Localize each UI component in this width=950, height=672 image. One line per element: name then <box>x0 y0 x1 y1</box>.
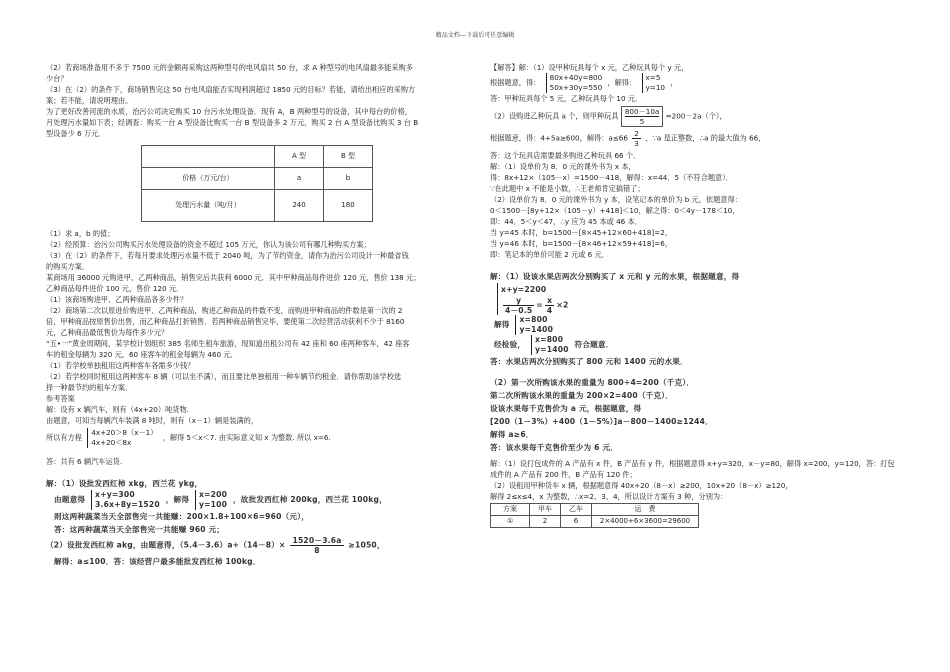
text-line <box>490 106 910 127</box>
text-line: （2）第一次所购该水果的重量为 800÷4=200（千克）． <box>490 378 695 387</box>
text-line: （2）若学校同时租用这两种客车 8 辆（可以坐不满），而且要比单独租用一种车辆节约租金．请你帮助该学校选 <box>46 372 402 381</box>
equation: x=5 <box>645 73 661 82</box>
denominator: 5 <box>639 117 645 126</box>
numerator: 2 <box>634 129 639 138</box>
text-fragment: ≥1050， <box>348 540 385 550</box>
text-line: （2）经预算：治污公司购买污水处理设备的资金不超过 105 万元，你认为该公司有哪几种购买方案； <box>46 240 371 249</box>
scanned-solution-d <box>490 376 910 454</box>
text-line: 解得：a≤100．答：该经营户最多能批发西红柿 100kg． <box>54 557 261 566</box>
equation: 80x+40y=800 <box>549 73 603 82</box>
equation: x=800 <box>519 315 548 324</box>
table-cell: 甲车 <box>530 504 561 516</box>
text-line: 型设备少 6 万元． <box>46 129 106 138</box>
text-line: 答：水果店两次分别购买了 800 元和 1400 元的水果． <box>490 357 688 366</box>
problem-block-b <box>46 228 466 426</box>
text-fragment: ，解得： <box>607 78 637 87</box>
equation: x=200 <box>198 490 228 499</box>
equation-system <box>91 490 160 510</box>
table-cell: 方案 <box>491 504 530 516</box>
text-line: 解得 2≤x≤4，x 为整数，∴x=2、3、4，所以设计方案有 3 种，分别为： <box>490 492 728 501</box>
equation-system-line <box>494 283 910 315</box>
text-line: （1）若学校单独租用这两种客车各需多少钱？ <box>46 361 195 370</box>
equation: 50x+30y=550 <box>549 83 603 92</box>
text-line: 第二次所购该水果的重量为 200×2=400（千克）． <box>490 391 674 400</box>
equation: $\frac{y}{4-0.5}$ = $\frac{x}{4}$ ×2 <box>505 296 569 315</box>
text-fragment: （2）设批发西红柿 akg，由题意得，（5.4－3.6）a+（14－8）× <box>46 540 286 550</box>
table-row <box>491 516 699 528</box>
equation-system <box>515 315 553 335</box>
text-fragment: 由题意得 <box>54 495 86 504</box>
denominator: 4 <box>546 306 553 315</box>
equation: y=100 <box>198 500 228 509</box>
text-line: 成件的 A 产品有 200 件，B 产品有 120 件； <box>490 470 637 479</box>
equation: x+y=300 <box>95 490 135 499</box>
text-fragment: ，故批发西红柿 200kg，西兰花 100kg， <box>232 495 387 504</box>
text-fragment: （2）设购进乙种玩具 a 个，则甲种玩具 <box>490 111 619 121</box>
equation: y=1400 <box>535 345 569 354</box>
text-fragment: ×2 <box>556 300 569 310</box>
table-cell: 2×4000+6×3600=29600 <box>592 516 699 528</box>
text-line: 设该水果每千克售价为 a 元，根据题意，得 <box>490 404 642 413</box>
denominator: 3 <box>634 139 639 148</box>
text-fragment: 根据题意，得： <box>490 78 541 87</box>
equation: x=800 <box>535 335 564 344</box>
text-line: ∵在此题中 x 不能是小数，∴王老师肯定搞错了； <box>490 184 645 193</box>
table-cell: 6 <box>561 516 592 528</box>
text-line: 倍，甲种商品按原售价出售，而乙种商品打折销售．若两种商品销售完毕，要使第二次经营活动获利不少于 8160 <box>46 317 405 326</box>
table-header-row <box>491 504 699 516</box>
equation: y=1400 <box>519 325 554 334</box>
numerator: x <box>545 296 554 306</box>
fraction <box>632 129 641 148</box>
text-line: （3）在（2）的条件下，若每月要求处理污水量不低于 2040 吨，为了节约资金，请你为治污公司设计一种最省钱 <box>46 251 409 260</box>
equation-system <box>642 73 665 93</box>
text-line: （2）设租用甲种货车 x 辆，根据题意得 40x+20（8－x）≥200，10x+20（8－x）≥120， <box>490 481 793 490</box>
text-line: 元，乙种商品最低售价为每件多少元？ <box>46 328 169 337</box>
text-line: 答：共有 6 辆汽车运货. <box>46 457 123 466</box>
text-fragment: 根据题意，得：4+5a≥600，解得：a≤66 <box>490 133 628 143</box>
text-fragment: 所以有方程 <box>46 433 82 442</box>
fraction <box>503 296 534 315</box>
equation: 4x+20＜8x <box>91 438 132 447</box>
text-line: 解：（1）设打包成件的 A 产品有 x 件，B 产品有 y 件，根据题意得 x+y=320，x－y=80，解得 x=200，y=120，答：打包 <box>490 459 895 468</box>
fraction <box>290 536 343 555</box>
table-cell: 运 费 <box>592 504 699 516</box>
text-fragment: =200－2a（个）， <box>665 111 727 121</box>
table-cell: b <box>324 168 373 190</box>
fraction <box>621 106 663 127</box>
text-line: （2）设单价为 8．0 元的课外书为 y 本，设笔记本的单价为 b 元，依题意得： <box>490 195 742 204</box>
equation: 3.6x+8y=1520 <box>95 500 160 509</box>
text-line <box>46 536 466 555</box>
text-line: 少台？ <box>46 74 68 83</box>
table-cell: B 型 <box>324 146 373 168</box>
text-line: （1）求 a，b 的值； <box>46 229 115 238</box>
table-cell: ① <box>491 516 530 528</box>
left-column <box>46 62 466 572</box>
equation-system-line <box>46 428 466 448</box>
text-fragment: 解得 <box>494 320 510 329</box>
text-line <box>490 129 910 148</box>
text-fragment: ，解得 5＜x＜7. 由实际意义知 x 为整数. 所以 x=6. <box>162 433 331 442</box>
table-cell: 180 <box>324 190 373 222</box>
equation-system <box>546 73 603 93</box>
text-line: 答：这两种蔬菜当天全部售完一共能赚 960 元； <box>54 525 225 534</box>
table-row <box>142 190 373 222</box>
plan-table <box>490 503 699 528</box>
table-header-row <box>142 146 373 168</box>
table-cell: 价格（万元/台） <box>142 168 275 190</box>
text-line: 即：笔记本的单价可能 2 元或 6 元． <box>490 250 609 259</box>
text-line: 某商场用 36000 元购进甲、乙两种商品，销售完后共获利 6000 元．其中甲种商品每件进价 120 元，售价 138 元； <box>46 273 421 282</box>
page-header: 精品文档---下载后可任意编辑 <box>435 32 515 39</box>
text-line: 由题意，可知当每辆汽车装满 8 吨时，则有（x－1）辆是装满的， <box>46 416 259 425</box>
text-line: 的购买方案． <box>46 262 90 271</box>
text-fragment: 符合题意． <box>574 340 614 349</box>
text-line: 0＜1500－[8y+12×（105－y）+418]＜10，解之得：0＜4y－178＜10， <box>490 206 740 215</box>
text-line: （2）商场第二次以原进价购进甲、乙两种商品，购进乙种商品的件数不变，而购进甲种商品的件数是第一次的 2 <box>46 306 403 315</box>
text-line: 即：44．5＜y＜47，∴y 应为 45 本或 46 本． <box>490 217 642 226</box>
text-line: 择一种最节约的租车方案． <box>46 383 133 392</box>
equation-system <box>531 335 569 355</box>
text-line: 案；若不能，请说明理由。 <box>46 96 133 105</box>
equation: 4x+20＞8（x－1） <box>91 428 158 437</box>
denominator: 4－0.5 <box>505 306 533 315</box>
equation: y=10 <box>645 83 665 92</box>
problem-block-a <box>46 62 466 139</box>
numerator: y <box>503 296 534 306</box>
text-line: “五•一”黄金周期间，某学校计划组织 385 名师生租车旅游，现知道出租公司有 42 座和 60 座两种客车，42 座客 <box>46 339 410 348</box>
equation-system-line <box>490 73 910 93</box>
text-line: （3）在（2）的条件下，商场销售完这 50 台电风扇能否实现利润超过 1850 元的目标？若能，请给出相应的采购方 <box>46 85 416 94</box>
table-cell: 处理污水量（吨/月） <box>142 190 275 222</box>
scanned-solution-a <box>46 477 466 568</box>
text-line: 车的租金每辆为 320 元，60 座客车的租金每辆为 460 元． <box>46 350 238 359</box>
text-line: （1）该商场购进甲、乙两种商品各多少件？ <box>46 295 188 304</box>
right-column <box>490 62 910 528</box>
equation-system-line <box>494 335 910 355</box>
text-fragment: ， <box>670 78 678 87</box>
table-row <box>142 168 373 190</box>
text-line: 答：甲种玩具每个 5 元，乙种玩具每个 10 元． <box>490 94 643 103</box>
text-fragment: ，∵a 是正整数，∴a 的最大值为 66， <box>645 133 766 143</box>
equipment-table <box>141 145 373 222</box>
table-cell: a <box>275 168 324 190</box>
text-line: 当 y=46 本时，b=1500－[8×46+12×59+418]=6， <box>490 239 673 248</box>
text-line: 【解答】解：（1）设甲种玩具每个 x 元，乙种玩具每个 y 元， <box>490 63 689 72</box>
text-fragment: 经检验， <box>494 340 526 349</box>
text-line: 当 y=45 本时，b=1500－[8×45+12×60+418]=2， <box>490 228 673 237</box>
text-line: 答：这个玩具店需要最多购进乙种玩具 66 个． <box>490 151 641 160</box>
table-cell: 乙车 <box>561 504 592 516</box>
scanned-solution-c <box>490 270 910 368</box>
text-line: 答：该水果每千克售价至少为 6 元． <box>490 443 619 452</box>
equation: x+y=2200 <box>501 285 547 294</box>
text-fragment: ，解得 <box>165 495 190 504</box>
text-line: 解得 a≥6． <box>490 430 534 439</box>
equation-system-line <box>54 490 466 510</box>
numerator: 800－10a <box>624 107 660 116</box>
text-line: 乙种商品每件进价 100 元，售价 120 元． <box>46 284 184 293</box>
table-cell <box>142 146 275 168</box>
text-line: （2）若商场准备用不多于 7500 元的金额再采购这两种型号的电风扇共 50 台，求 A 种型号的电风扇最多能采购多 <box>46 63 413 72</box>
text-line: [200（1－3%）+400（1－5%）]a－800－1400≥1244． <box>490 417 713 426</box>
equation-system-line <box>494 315 910 335</box>
text-line: 解：（1）设该水果店两次分别购买了 x 元和 y 元的水果，根据题意，得 <box>490 272 740 281</box>
text-line: 解：（1）设单价为 8．0 元的课外书为 x 本， <box>490 162 636 171</box>
fraction <box>545 296 554 315</box>
table-cell: 240 <box>275 190 324 222</box>
text-line: 解：设有 x 辆汽车，则有（4x+20）吨货物. <box>46 405 189 414</box>
table-cell: 2 <box>530 516 561 528</box>
equation-system <box>497 283 568 315</box>
equation-system <box>87 428 157 448</box>
text-line: 月处理污水量如下表；经调查：购买一台 A 型设备比购买一台 B 型设备多 2 万元，购买 2 台 A 型设备比购买 3 台 B <box>46 118 419 127</box>
numerator: 1520－3.6a <box>292 536 342 545</box>
text-line: 解：（1）设批发西红柿 xkg，西兰花 ykg， <box>46 479 203 488</box>
text-line: 得：8x+12×（105－x）=1500－418，解得：x=44．5（不符合题意）． <box>490 173 733 182</box>
text-line: 则这两种蔬菜当天全部售完一共能赚：200×1.8+100×6=960（元）， <box>54 512 310 521</box>
denominator: 8 <box>314 546 320 555</box>
section-title-answers: 参考答案 <box>46 394 75 403</box>
equation-system <box>195 490 227 510</box>
table-cell: A 型 <box>275 146 324 168</box>
text-line: 为了更好改善河流的水质，治污公司决定购买 10 台污水处理设备．现有 A，B 两种型号的设备，其中每台的价格， <box>46 107 412 116</box>
